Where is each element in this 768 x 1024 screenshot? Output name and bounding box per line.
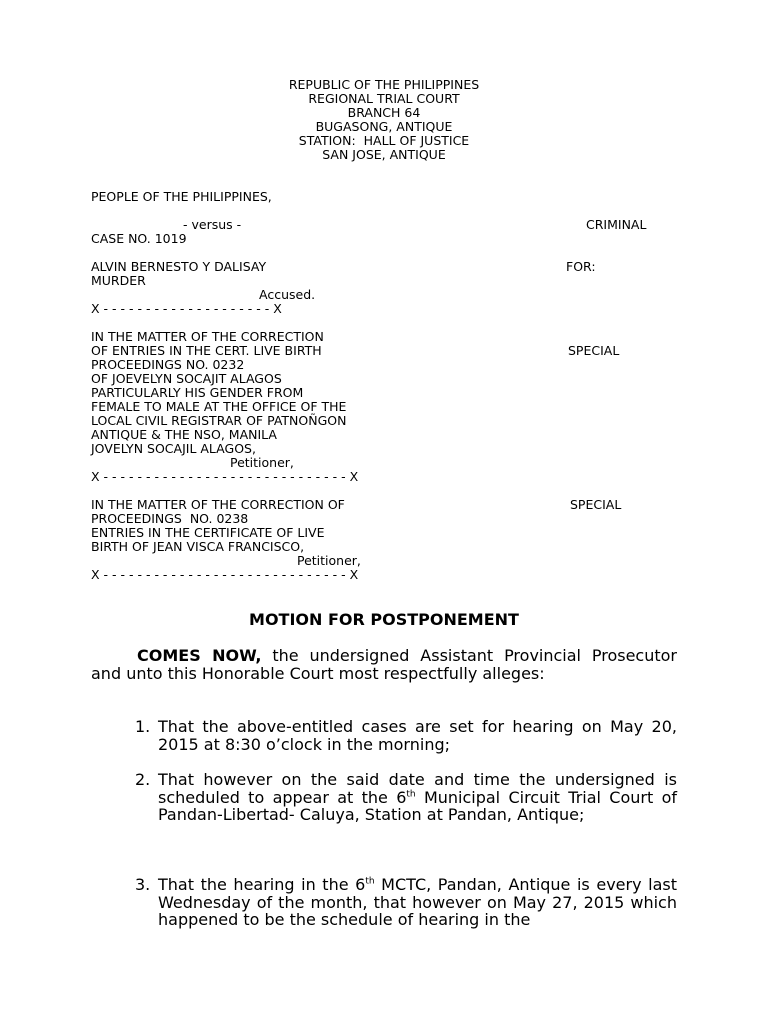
header-republic: REPUBLIC OF THE PHILIPPINES	[288, 77, 480, 92]
item-text-part: That however on the said date and time the undersigned is scheduled to appear at the 6	[158, 770, 677, 807]
intro-text: the undersigned Assistant Provincial Prosecutor and unto this Honorable Court most respectfully alleges:	[91, 646, 678, 683]
header-station: STATION: HALL OF JUSTICE	[298, 133, 470, 148]
criminal-label: CRIMINAL	[586, 217, 647, 232]
accused-name: ALVIN BERNESTO Y DALISAY	[91, 259, 267, 274]
matter-line: LOCAL CIVIL REGISTRAR OF PATNOÑGON	[91, 413, 347, 428]
case-number: CASE NO. 1019	[91, 231, 187, 246]
proceedings-number: PROCEEDINGS NO. 0232	[91, 357, 245, 372]
matter-line: IN THE MATTER OF THE CORRECTION	[91, 329, 324, 344]
offense-label: MURDER	[91, 273, 146, 288]
petitioner-label: Petitioner,	[230, 455, 294, 470]
document-title: MOTION FOR POSTPONEMENT	[249, 610, 519, 629]
matter-line: IN THE MATTER OF THE CORRECTION OF	[91, 497, 345, 512]
header-court: REGIONAL TRIAL COURT	[308, 91, 460, 106]
item-text-part: Municipal Circuit Trial Court of Pandan-Libertad- Caluya, Station at Pandan, Antique;	[158, 787, 677, 825]
list-item	[135, 718, 677, 753]
versus-label: - versus -	[183, 217, 242, 232]
caption-separator: X - - - - - - - - - - - - - - - - - - - - X	[91, 301, 282, 316]
proceedings-number: PROCEEDINGS NO. 0238	[91, 511, 249, 526]
matter-line: ANTIQUE & THE NSO, MANILA	[91, 427, 277, 442]
petitioner-name: JOVELYN SOCAJIL ALAGOS,	[91, 441, 256, 456]
item-number: 2.	[135, 770, 151, 789]
plaintiff-name: PEOPLE OF THE PHILIPPINES,	[91, 189, 272, 204]
item-number: 3.	[135, 875, 151, 894]
for-label: FOR:	[566, 259, 596, 274]
accused-label: Accused.	[259, 287, 316, 302]
matter-line: OF JOEVELYN SOCAJIT ALAGOS	[91, 371, 282, 386]
matter-line: ENTRIES IN THE CERTIFICATE OF LIVE	[91, 525, 325, 540]
intro-lead: COMES NOW,	[137, 646, 262, 665]
item-text-part: MCTC, Pandan, Antique is every last Wednesday of the month, that however on May 27, 2015 which happened to be the schedule of hearing in the	[158, 875, 678, 930]
ordinal-suffix: th	[406, 789, 416, 800]
matter-line: PARTICULARLY HIS GENDER FROM	[91, 385, 304, 400]
intro-paragraph	[91, 647, 677, 682]
court-header	[0, 78, 768, 162]
item-text	[158, 876, 677, 929]
header-location: BUGASONG, ANTIQUE	[315, 119, 453, 134]
caption-separator: X - - - - - - - - - - - - - - - - - - - - - - - - - - - - - X	[91, 567, 359, 582]
list-item	[135, 771, 677, 824]
list-item	[135, 876, 677, 929]
special-label: SPECIAL	[568, 343, 620, 358]
matter-line: BIRTH OF JEAN VISCA FRANCISCO,	[91, 539, 305, 554]
item-number: 1.	[135, 717, 151, 736]
item-text-part: That the hearing in the 6	[158, 875, 366, 894]
petitioner-label: Petitioner,	[297, 553, 361, 568]
header-branch: BRANCH 64	[347, 105, 421, 120]
header-city: SAN JOSE, ANTIQUE	[322, 147, 446, 162]
special-label: SPECIAL	[570, 497, 622, 512]
item-text: That the above-entitled cases are set for hearing on May 20, 2015 at 8:30 o’clock in the morning;	[158, 717, 677, 754]
item-text	[158, 771, 677, 824]
matter-line: FEMALE TO MALE AT THE OFFICE OF THE	[91, 399, 347, 414]
ordinal-suffix: th	[365, 876, 375, 887]
matter-line: OF ENTRIES IN THE CERT. LIVE BIRTH	[91, 343, 322, 358]
caption-separator: X - - - - - - - - - - - - - - - - - - - - - - - - - - - - - X	[91, 469, 359, 484]
